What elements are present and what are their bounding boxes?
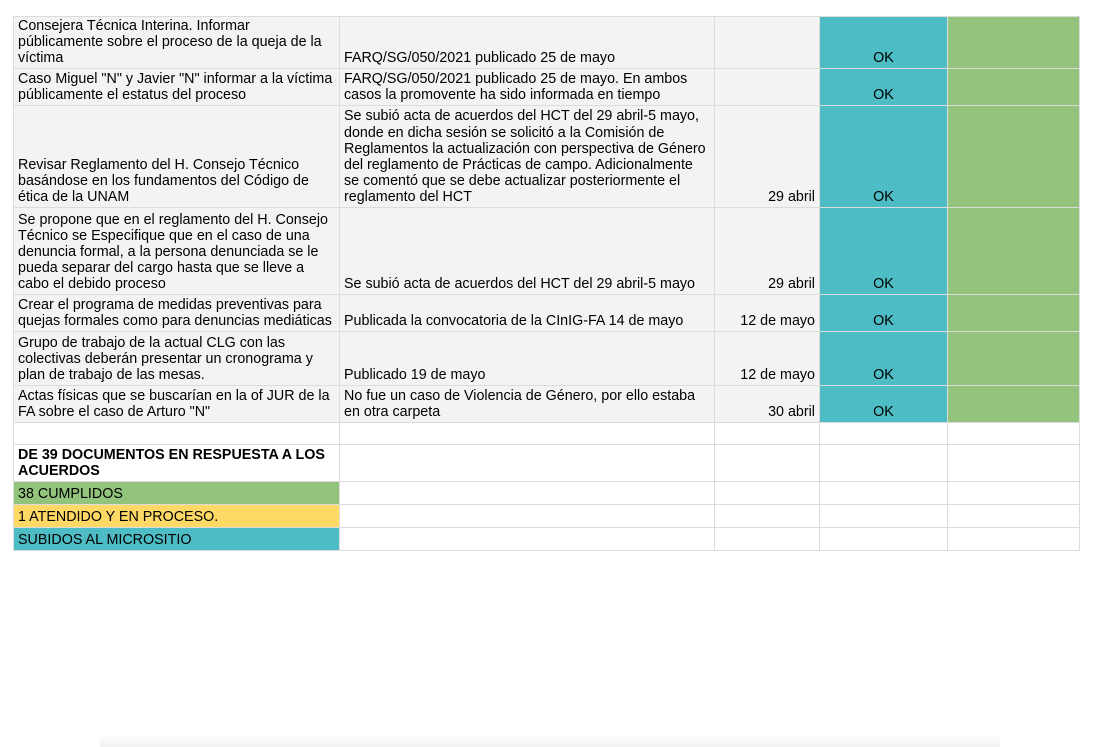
- response-cell[interactable]: Se subió acta de acuerdos del HCT del 29 abril-5 mayo: [340, 207, 715, 294]
- completed-marker-cell[interactable]: [948, 294, 1080, 331]
- date-cell[interactable]: [715, 68, 820, 105]
- empty-cell[interactable]: [340, 481, 715, 504]
- empty-cell[interactable]: [820, 504, 948, 527]
- empty-cell[interactable]: [14, 422, 340, 444]
- empty-cell[interactable]: [948, 444, 1080, 481]
- table-row: [14, 331, 1080, 385]
- task-cell[interactable]: Caso Miguel "N" y Javier "N" informar a la víctima públicamente el estatus del proceso: [14, 68, 340, 105]
- date-cell[interactable]: 29 abril: [715, 207, 820, 294]
- response-cell[interactable]: FARQ/SG/050/2021 publicado 25 de mayo. En ambos casos la promovente ha sido informada en tiempo: [340, 68, 715, 105]
- page-bottom-shadow: [100, 735, 1000, 747]
- table-row: [14, 385, 1080, 422]
- task-cell[interactable]: Se propone que en el reglamento del H. Consejo Técnico se Especifique que en el caso de una denuncia formal, a la persona denunciada se le pueda separar del cargo hasta que se lleve a cabo el debido proceso: [14, 207, 340, 294]
- empty-cell[interactable]: [715, 504, 820, 527]
- empty-cell[interactable]: [948, 422, 1080, 444]
- status-cell[interactable]: OK: [820, 331, 948, 385]
- table-row: [14, 105, 1080, 207]
- task-cell[interactable]: Grupo de trabajo de la actual CLG con las colectivas deberán presentar un cronograma y plan de trabajo de las mesas.: [14, 331, 340, 385]
- status-cell[interactable]: OK: [820, 68, 948, 105]
- legend-row: [14, 527, 1080, 550]
- empty-cell[interactable]: [820, 422, 948, 444]
- response-cell[interactable]: No fue un caso de Violencia de Género, por ello estaba en otra carpeta: [340, 385, 715, 422]
- completed-marker-cell[interactable]: [948, 207, 1080, 294]
- legend-in-process[interactable]: 1 ATENDIDO Y EN PROCESO.: [14, 504, 340, 527]
- empty-cell[interactable]: [340, 527, 715, 550]
- legend-completed[interactable]: 38 CUMPLIDOS: [14, 481, 340, 504]
- table-row: [14, 294, 1080, 331]
- completed-marker-cell[interactable]: [948, 105, 1080, 207]
- task-cell[interactable]: Revisar Reglamento del H. Consejo Técnico basándose en los fundamentos del Código de ética de la UNAM: [14, 105, 340, 207]
- empty-cell[interactable]: [340, 444, 715, 481]
- completed-marker-cell[interactable]: [948, 385, 1080, 422]
- empty-cell[interactable]: [820, 444, 948, 481]
- status-cell[interactable]: OK: [820, 294, 948, 331]
- empty-cell[interactable]: [340, 422, 715, 444]
- agreements-table: [13, 16, 1080, 551]
- date-cell[interactable]: 29 abril: [715, 105, 820, 207]
- legend-row: [14, 481, 1080, 504]
- table-row: [14, 68, 1080, 105]
- date-cell[interactable]: 12 de mayo: [715, 294, 820, 331]
- task-cell[interactable]: Crear el programa de medidas preventivas para quejas formales como para denuncias mediáticas: [14, 294, 340, 331]
- empty-cell[interactable]: [715, 527, 820, 550]
- date-cell[interactable]: 12 de mayo: [715, 331, 820, 385]
- completed-marker-cell[interactable]: [948, 68, 1080, 105]
- completed-marker-cell[interactable]: [948, 331, 1080, 385]
- empty-cell[interactable]: [820, 527, 948, 550]
- task-cell[interactable]: Actas físicas que se buscarían en la of JUR de la FA sobre el caso de Arturo "N": [14, 385, 340, 422]
- empty-cell[interactable]: [948, 527, 1080, 550]
- response-cell[interactable]: Publicado 19 de mayo: [340, 331, 715, 385]
- status-cell[interactable]: OK: [820, 17, 948, 69]
- summary-title[interactable]: DE 39 DOCUMENTOS EN RESPUESTA A LOS ACUERDOS: [14, 444, 340, 481]
- completed-marker-cell[interactable]: [948, 17, 1080, 69]
- empty-cell[interactable]: [948, 481, 1080, 504]
- status-cell[interactable]: OK: [820, 385, 948, 422]
- empty-cell[interactable]: [948, 504, 1080, 527]
- empty-row: [14, 422, 1080, 444]
- empty-cell[interactable]: [340, 504, 715, 527]
- table-row: [14, 207, 1080, 294]
- empty-cell[interactable]: [820, 481, 948, 504]
- response-cell[interactable]: FARQ/SG/050/2021 publicado 25 de mayo: [340, 17, 715, 69]
- empty-cell[interactable]: [715, 444, 820, 481]
- task-cell[interactable]: Consejera Técnica Interina. Informar públicamente sobre el proceso de la queja de la víctima: [14, 17, 340, 69]
- empty-cell[interactable]: [715, 422, 820, 444]
- response-cell[interactable]: Se subió acta de acuerdos del HCT del 29 abril-5 mayo, donde en dicha sesión se solicitó a la Comisión de Reglamentos la actualización con perspectiva de Género del reglamento de Prácticas de campo. Adicionalmente se comentó que se debe actualizar posteriormente el reglamento del HCT: [340, 105, 715, 207]
- date-cell[interactable]: 30 abril: [715, 385, 820, 422]
- empty-cell[interactable]: [715, 481, 820, 504]
- legend-row: [14, 504, 1080, 527]
- summary-title-row: [14, 444, 1080, 481]
- response-cell[interactable]: Publicada la convocatoria de la CInIG-FA 14 de mayo: [340, 294, 715, 331]
- table-row: [14, 17, 1080, 69]
- legend-uploaded-microsite[interactable]: SUBIDOS AL MICROSITIO: [14, 527, 340, 550]
- status-cell[interactable]: OK: [820, 105, 948, 207]
- date-cell[interactable]: [715, 17, 820, 69]
- status-cell[interactable]: OK: [820, 207, 948, 294]
